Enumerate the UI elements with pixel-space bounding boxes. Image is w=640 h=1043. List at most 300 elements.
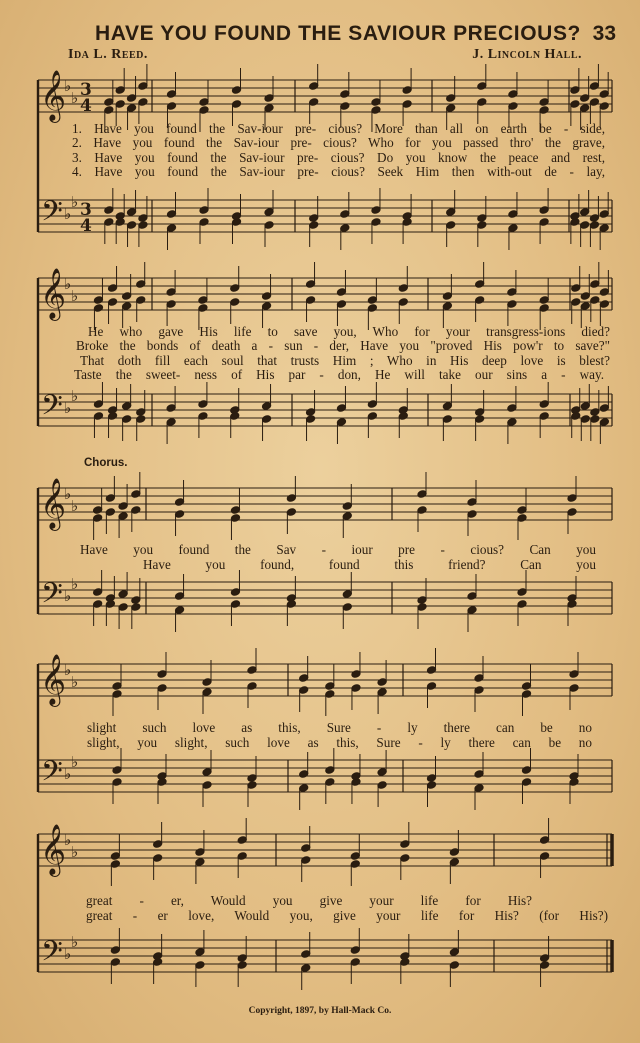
note-head <box>93 296 103 305</box>
note-head <box>262 415 272 424</box>
note-head <box>118 603 128 612</box>
note-head <box>398 284 408 293</box>
composer-credit: J. Lincoln Hall. <box>472 47 582 62</box>
note-head <box>580 221 590 230</box>
note-head <box>306 415 316 424</box>
note-head <box>590 408 600 417</box>
note-head <box>262 292 272 301</box>
note-head <box>570 86 580 95</box>
note-head <box>131 506 141 515</box>
flat-sign: ♭ <box>64 587 72 605</box>
note-head <box>367 304 377 313</box>
note-head <box>540 961 550 970</box>
note-head <box>195 961 205 970</box>
note-head <box>508 90 518 99</box>
note-head <box>202 781 212 790</box>
time-signature-bottom: 4 <box>80 216 92 236</box>
note-head <box>309 221 319 230</box>
note-head <box>195 948 205 957</box>
chorus-line-1-bass: Have you found, found this friend? Can you <box>143 557 596 572</box>
note-head <box>136 280 146 289</box>
note-head <box>539 296 549 305</box>
note-head <box>122 292 132 301</box>
note-head <box>402 86 412 95</box>
note-head <box>427 774 437 783</box>
note-head <box>522 690 532 699</box>
note-head <box>467 498 477 507</box>
note-head <box>590 296 600 305</box>
page-number: 33 <box>592 22 616 45</box>
note-head <box>232 218 242 227</box>
note-head <box>474 674 484 683</box>
note-head <box>175 498 185 507</box>
treble-clef: 𝄞 <box>40 268 67 319</box>
note-head <box>230 412 240 421</box>
verse-4-line-2: Taste the sweet- ness of His par - don, He will take our sins a - way. <box>74 367 604 382</box>
note-head <box>377 688 387 697</box>
note-head <box>301 950 311 959</box>
note-head <box>198 296 208 305</box>
note-head <box>198 412 208 421</box>
note-head <box>93 400 103 409</box>
note-head <box>104 218 114 227</box>
note-head <box>122 415 132 424</box>
note-head <box>157 670 167 679</box>
note-head <box>580 104 590 113</box>
verse-1-line-1: 1. Have you found the Sav-iour pre- cious? More than all on earth be - side, <box>72 121 605 136</box>
note-head <box>446 208 456 217</box>
note-head <box>449 961 459 970</box>
note-head <box>467 510 477 519</box>
note-head <box>115 218 125 227</box>
note-head <box>237 961 247 970</box>
note-head <box>336 418 346 427</box>
note-head <box>127 208 137 217</box>
note-head <box>449 848 459 857</box>
note-head <box>93 506 103 515</box>
note-head <box>112 778 122 787</box>
note-head <box>247 666 257 675</box>
note-head <box>110 946 120 955</box>
note-head <box>195 848 205 857</box>
treble-clef: 𝄞 <box>40 70 67 121</box>
note-head <box>340 210 350 219</box>
note-head <box>301 844 311 853</box>
note-head <box>571 284 581 293</box>
note-head <box>108 298 118 307</box>
note-head <box>127 104 137 113</box>
note-head <box>522 682 532 691</box>
note-head <box>286 600 296 609</box>
note-head <box>371 218 381 227</box>
note-head <box>590 415 600 424</box>
note-head <box>118 502 128 511</box>
note-head <box>417 596 427 605</box>
note-head <box>569 670 579 679</box>
note-head <box>517 588 527 597</box>
treble-clef: 𝄞 <box>40 824 67 875</box>
note-head <box>93 588 103 597</box>
note-head <box>377 678 387 687</box>
note-head <box>475 280 485 289</box>
note-head <box>589 98 599 107</box>
flat-sign: ♭ <box>71 673 79 691</box>
chorus-line-2-soprano: slight such love as this, Sure - ly there can be no <box>87 720 592 735</box>
note-head <box>417 490 427 499</box>
note-head <box>507 418 517 427</box>
note-head <box>127 221 137 230</box>
note-head <box>153 958 163 967</box>
note-head <box>237 852 247 861</box>
note-head <box>131 596 141 605</box>
note-head <box>599 404 609 413</box>
note-head <box>539 98 549 107</box>
note-head <box>449 858 459 867</box>
note-head <box>115 86 125 95</box>
note-head <box>122 302 132 311</box>
note-head <box>264 94 274 103</box>
note-head <box>449 948 459 957</box>
note-head <box>427 682 437 691</box>
note-head <box>199 206 209 215</box>
note-head <box>105 494 115 503</box>
note-head <box>446 221 456 230</box>
note-head <box>539 218 549 227</box>
note-head <box>167 224 177 233</box>
flat-sign: ♭ <box>64 275 72 293</box>
note-head <box>167 90 177 99</box>
note-head <box>232 100 242 109</box>
time-signature-top: 3 <box>80 200 92 220</box>
note-head <box>507 300 517 309</box>
flat-sign: ♭ <box>64 765 72 783</box>
note-head <box>286 508 296 517</box>
note-head <box>539 412 549 421</box>
bass-clef: 𝄢 <box>41 935 63 975</box>
note-head <box>153 840 163 849</box>
note-head <box>475 296 485 305</box>
chorus-label: Chorus. <box>84 457 128 469</box>
note-head <box>230 588 240 597</box>
bass-clef: 𝄢 <box>41 389 63 429</box>
note-head <box>299 674 309 683</box>
note-head <box>477 98 487 107</box>
note-head <box>508 210 518 219</box>
note-head <box>507 404 517 413</box>
note-head <box>400 854 410 863</box>
note-head <box>309 82 319 91</box>
flat-sign: ♭ <box>71 193 79 211</box>
note-head <box>442 292 452 301</box>
flat-sign: ♭ <box>64 661 72 679</box>
note-head <box>427 781 437 790</box>
note-head <box>264 221 274 230</box>
note-head <box>540 954 550 963</box>
note-head <box>175 510 185 519</box>
note-head <box>442 302 452 311</box>
note-head <box>477 221 487 230</box>
note-head <box>138 214 148 223</box>
bass-clef: 𝄢 <box>41 195 63 235</box>
note-head <box>93 514 103 523</box>
note-head <box>115 100 125 109</box>
note-head <box>247 774 257 783</box>
note-head <box>104 206 114 215</box>
note-head <box>569 684 579 693</box>
note-head <box>93 304 103 313</box>
note-head <box>299 770 309 779</box>
flat-sign: ♭ <box>71 387 79 405</box>
time-signature-top: 3 <box>80 80 92 100</box>
note-head <box>475 415 485 424</box>
verse-4-line-1: 4. Have you found the Sav-iour pre- cious? Seek Him then with-out de - lay, <box>72 164 605 179</box>
note-head <box>131 603 141 612</box>
note-head <box>247 682 257 691</box>
flat-sign: ♭ <box>71 497 79 515</box>
note-head <box>371 206 381 215</box>
note-head <box>112 766 122 775</box>
note-head <box>474 784 484 793</box>
note-head <box>202 768 212 777</box>
note-head <box>517 506 527 515</box>
note-head <box>599 288 609 297</box>
note-head <box>350 860 360 869</box>
note-head <box>230 284 240 293</box>
note-head <box>398 412 408 421</box>
note-head <box>589 82 599 91</box>
bass-clef: 𝄢 <box>41 577 63 617</box>
note-head <box>371 98 381 107</box>
note-head <box>599 210 609 219</box>
note-head <box>517 514 527 523</box>
note-head <box>195 858 205 867</box>
flat-sign: ♭ <box>71 753 79 771</box>
hymn-title: HAVE YOU FOUND THE SAVIOUR PRECIOUS? <box>95 22 581 45</box>
note-head <box>104 98 114 107</box>
note-head <box>237 836 247 845</box>
note-head <box>340 224 350 233</box>
note-head <box>417 603 427 612</box>
flat-sign: ♭ <box>71 287 79 305</box>
note-head <box>477 214 487 223</box>
flat-sign: ♭ <box>64 831 72 849</box>
note-head <box>350 946 360 955</box>
note-head <box>540 852 550 861</box>
note-head <box>570 218 580 227</box>
flat-sign: ♭ <box>71 843 79 861</box>
note-head <box>202 678 212 687</box>
note-head <box>599 300 609 309</box>
note-head <box>580 94 590 103</box>
note-head <box>590 280 600 289</box>
note-head <box>467 592 477 601</box>
verse-3-line-2: That doth fill each soul that trusts Him ; Who in His deep love is blest? <box>80 353 610 368</box>
note-head <box>589 221 599 230</box>
note-head <box>398 298 408 307</box>
note-head <box>286 494 296 503</box>
note-head <box>475 408 485 417</box>
note-head <box>127 94 137 103</box>
note-head <box>110 958 120 967</box>
note-head <box>325 778 335 787</box>
note-head <box>110 860 120 869</box>
time-signature-bottom: 4 <box>80 96 92 116</box>
verse-3-line-1: 3. Have you found the Sav-iour pre- cious? Do you know the peace and rest, <box>72 150 605 165</box>
note-head <box>417 506 427 515</box>
note-head <box>474 770 484 779</box>
note-head <box>402 218 412 227</box>
flat-sign: ♭ <box>64 205 72 223</box>
note-head <box>112 682 122 691</box>
note-head <box>108 284 118 293</box>
note-head <box>442 415 452 424</box>
treble-clef: 𝄞 <box>40 478 67 529</box>
flat-sign: ♭ <box>64 399 72 417</box>
note-head <box>136 415 146 424</box>
note-head <box>580 302 590 311</box>
note-head <box>377 768 387 777</box>
note-head <box>427 666 437 675</box>
note-head <box>571 412 581 421</box>
note-head <box>517 600 527 609</box>
note-head <box>166 288 176 297</box>
note-head <box>325 682 335 691</box>
note-head <box>108 412 118 421</box>
note-head <box>567 600 577 609</box>
note-head <box>309 214 319 223</box>
note-head <box>230 506 240 515</box>
note-head <box>136 296 146 305</box>
note-head <box>580 415 590 424</box>
note-head <box>570 100 580 109</box>
note-head <box>580 402 590 411</box>
note-head <box>336 288 346 297</box>
note-head <box>122 402 132 411</box>
note-head <box>138 98 148 107</box>
note-head <box>198 400 208 409</box>
note-head <box>167 102 177 111</box>
note-head <box>198 304 208 313</box>
note-head <box>371 106 381 115</box>
note-head <box>367 400 377 409</box>
note-head <box>508 102 518 111</box>
note-head <box>199 218 209 227</box>
note-head <box>131 490 141 499</box>
note-head <box>112 690 122 699</box>
note-head <box>136 408 146 417</box>
chorus-line-1-soprano: Have you found the Sav - iour pre - cious? Can you <box>80 542 596 557</box>
note-head <box>230 298 240 307</box>
note-head <box>467 606 477 615</box>
verse-2-line-2: Broke the bonds of death a - sun - der, Have you "proved His pow'r to save?" <box>76 338 610 353</box>
note-head <box>342 603 352 612</box>
note-head <box>340 90 350 99</box>
note-head <box>199 98 209 107</box>
note-head <box>571 298 581 307</box>
chorus-line-3-soprano: great - er, Would you give your life for His? <box>86 893 532 908</box>
note-head <box>301 964 311 973</box>
note-head <box>306 408 316 417</box>
flat-sign: ♭ <box>71 933 79 951</box>
note-head <box>342 512 352 521</box>
note-head <box>202 688 212 697</box>
note-head <box>351 670 361 679</box>
note-head <box>342 590 352 599</box>
note-head <box>446 104 456 113</box>
note-head <box>175 606 185 615</box>
note-head <box>400 840 410 849</box>
note-head <box>539 304 549 313</box>
note-head <box>367 296 377 305</box>
note-head <box>539 106 549 115</box>
note-head <box>351 778 361 787</box>
note-head <box>340 102 350 111</box>
note-head <box>262 302 272 311</box>
chorus-line-3-bass: great - er love, Would you, give your life for His? (for His?) <box>86 908 608 923</box>
note-head <box>262 402 272 411</box>
note-head <box>230 600 240 609</box>
note-head <box>264 104 274 113</box>
note-head <box>599 224 609 233</box>
note-head <box>167 210 177 219</box>
note-head <box>306 296 316 305</box>
bass-clef: 𝄢 <box>41 755 63 795</box>
note-head <box>377 781 387 790</box>
note-head <box>442 402 452 411</box>
note-head <box>166 300 176 309</box>
note-head <box>589 214 599 223</box>
note-head <box>522 778 532 787</box>
note-head <box>477 82 487 91</box>
note-head <box>237 954 247 963</box>
note-head <box>580 208 590 217</box>
note-head <box>367 412 377 421</box>
flat-sign: ♭ <box>71 89 79 107</box>
treble-clef: 𝄞 <box>40 654 67 705</box>
note-head <box>157 778 167 787</box>
note-head <box>446 94 456 103</box>
note-head <box>400 958 410 967</box>
note-head <box>567 508 577 517</box>
note-head <box>351 684 361 693</box>
note-head <box>264 208 274 217</box>
note-head <box>153 854 163 863</box>
verse-2-line-1: 2. Have you found the Sav-iour pre- cious? Who for you passed thro' the grave, <box>72 135 605 150</box>
note-head <box>508 224 518 233</box>
note-head <box>309 98 319 107</box>
note-head <box>599 418 609 427</box>
flat-sign: ♭ <box>71 575 79 593</box>
lyricist-credit: Ida L. Reed. <box>68 47 148 62</box>
note-head <box>138 221 148 230</box>
note-head <box>104 106 114 115</box>
flat-sign: ♭ <box>64 945 72 963</box>
note-head <box>474 686 484 695</box>
note-head <box>599 90 609 99</box>
note-head <box>247 781 257 790</box>
note-head <box>522 766 532 775</box>
note-head <box>350 852 360 861</box>
note-head <box>105 508 115 517</box>
note-head <box>118 590 128 599</box>
note-head <box>199 106 209 115</box>
note-head <box>93 412 103 421</box>
note-head <box>166 404 176 413</box>
note-head <box>336 404 346 413</box>
note-head <box>350 958 360 967</box>
note-head <box>325 766 335 775</box>
note-head <box>567 494 577 503</box>
